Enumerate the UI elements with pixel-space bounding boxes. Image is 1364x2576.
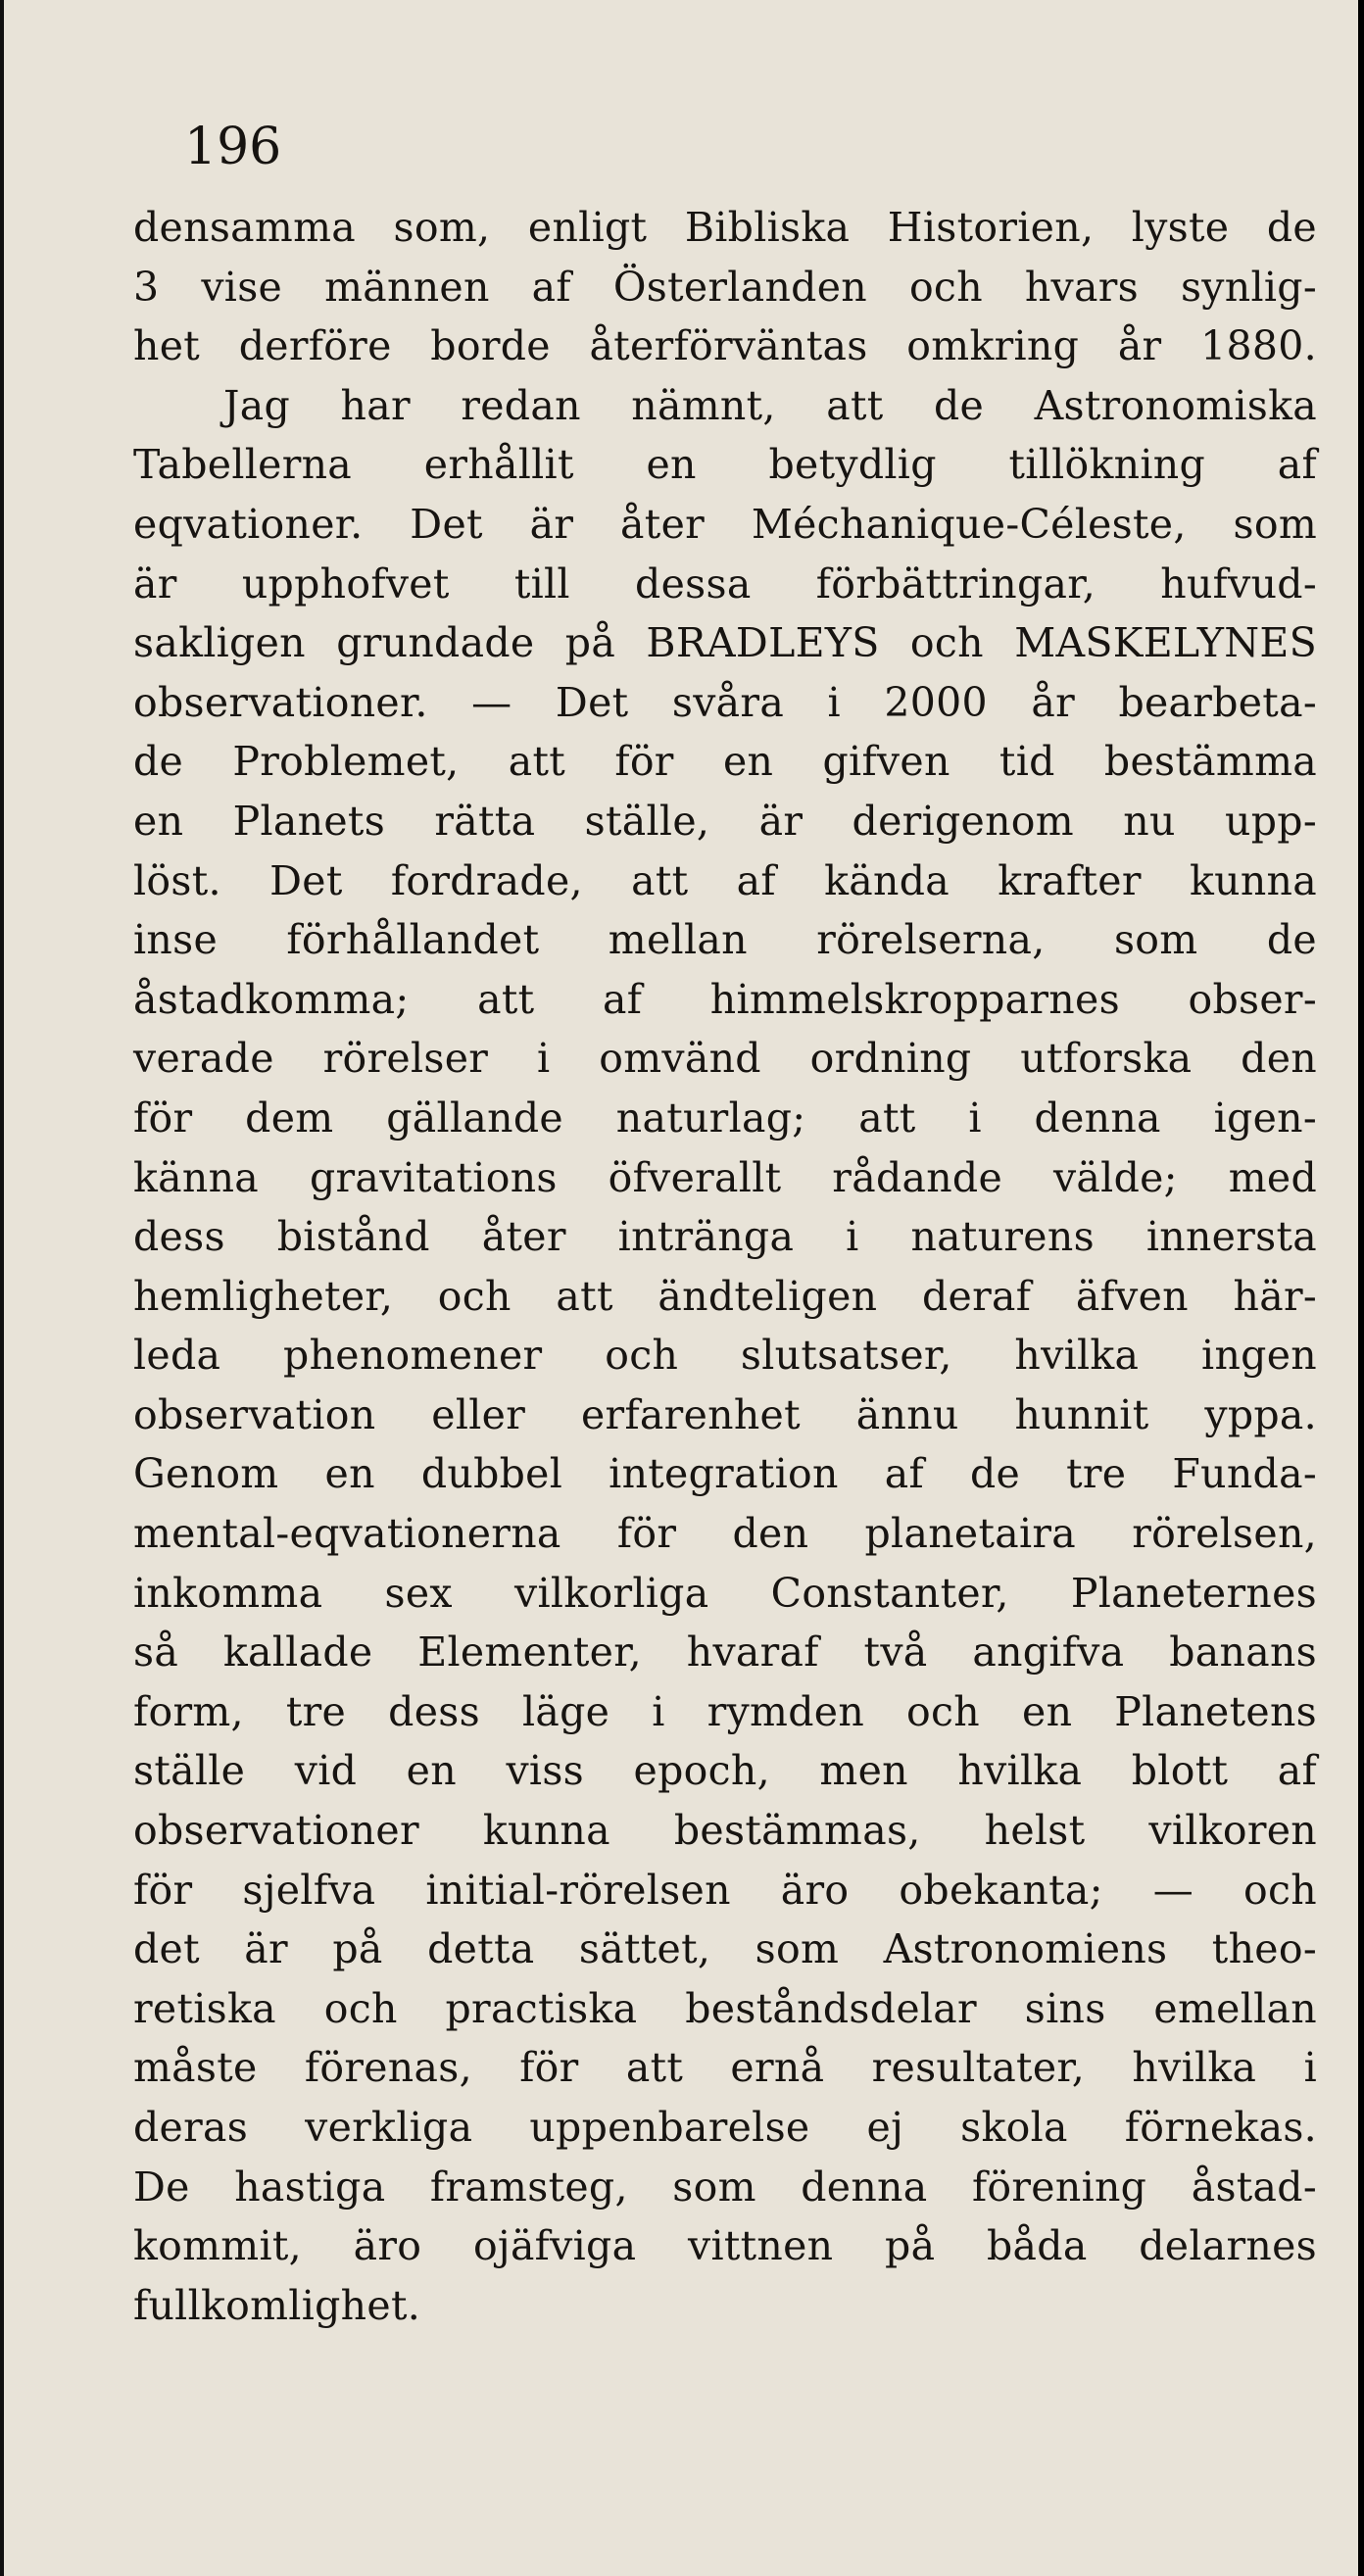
text-line: sakligen grundade på BRADLEYS och MASKELYNES: [133, 619, 1317, 667]
text-line: mental-eqvationerna för den planetaira rörelsen,: [133, 1510, 1317, 1558]
text-line: för sjelfva initial-rörelsen äro obekanta; — och: [133, 1866, 1317, 1914]
text-line: leda phenomener och slutsatser, hvilka ingen: [133, 1332, 1317, 1380]
text-line: De hastiga framsteg, som denna förening åstad-: [133, 2163, 1317, 2211]
text-line: retiska och practiska beståndsdelar sins emellan: [133, 1984, 1317, 2032]
text-line: observationer. — Det svåra i 2000 år bearbeta-: [133, 678, 1317, 726]
text-line: måste förenas, för att ernå resultater, hvilka i: [133, 2044, 1317, 2092]
text-line: kommit, äro ojäfviga vittnen på båda delarnes: [133, 2222, 1317, 2270]
text-line: 3 vise männen af Österlanden och hvars synlig-: [133, 263, 1317, 311]
text-line: observation eller erfarenhet ännu hunnit yppa.: [133, 1390, 1317, 1438]
text-line: het derföre borde återförväntas omkring år 1880.: [133, 322, 1317, 370]
text-line: densamma som, enligt Bibliska Historien, lyste de: [133, 204, 1317, 251]
text-line: eqvationer. Det är åter Méchanique-Céleste, som: [133, 500, 1317, 548]
text-line: de Problemet, att för en gifven tid bestämma: [133, 738, 1317, 786]
text-line: det är på detta sättet, som Astronomiens theo-: [133, 1925, 1317, 1973]
text-line: Genom en dubbel integration af de tre Funda-: [133, 1450, 1317, 1498]
text-line: observationer kunna bestämmas, helst vilkoren: [133, 1807, 1317, 1855]
text-line: löst. Det fordrade, att af kända krafter kunna: [133, 856, 1317, 904]
text-line: dess bistånd åter inträngа i naturens innersta: [133, 1213, 1317, 1261]
body-text: [133, 198, 1317, 2335]
text-line: för dem gällande naturlag; att i denna igen-: [133, 1094, 1317, 1142]
page-left-edge: [0, 0, 4, 2576]
text-line: form, tre dess läge i rymden och en Planetens: [133, 1687, 1317, 1735]
text-line: verade rörelser i omvänd ordning utforska den: [133, 1035, 1317, 1083]
page-number: 196: [184, 118, 282, 176]
text-line: fullkomlighet.: [133, 2281, 421, 2329]
page-right-edge: [1358, 0, 1364, 2576]
text-line: hemligheter, och att ändteligen deraf äfven här-: [133, 1272, 1317, 1320]
text-line: så kallade Elementer, hvaraf två angifva banans: [133, 1628, 1317, 1677]
text-line: ställe vid en viss epoch, men hvilka blott af: [133, 1747, 1317, 1795]
text-line: Jag har redan nämnt, att de Astronomiska: [223, 381, 1317, 429]
text-line: Tabellerna erhållit en betydlig tillökning af: [133, 441, 1317, 489]
text-line: inse förhållandet mellan rörelserna, som de: [133, 916, 1317, 964]
text-line: åstadkomma; att af himmelskropparnes obser-: [133, 975, 1317, 1023]
text-line: inkomma sex vilkorliga Constanter, Planeternes: [133, 1569, 1317, 1617]
text-line: känna gravitations öfverallt rådande välde; med: [133, 1153, 1317, 1201]
text-line: är upphofvet till dessa förbättringar, hufvud-: [133, 559, 1317, 608]
text-line: deras verkliga uppenbarelse ej skola förnekas.: [133, 2104, 1317, 2151]
text-line: en Planets rätta ställe, är derigenom nu upp-: [133, 797, 1317, 845]
